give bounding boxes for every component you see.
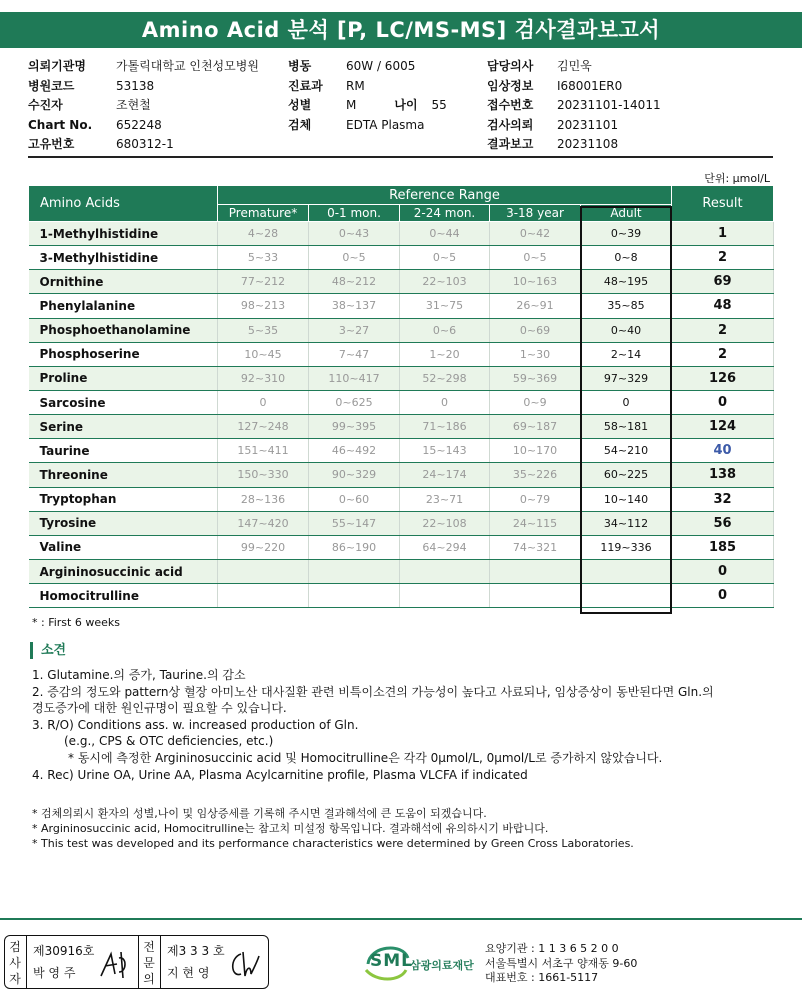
- unit-label: 단위: μmol/L: [704, 172, 770, 185]
- amino-acid-name: Sarcosine: [29, 390, 218, 414]
- reference-range-cell: [309, 559, 400, 583]
- reference-range-cell: 99~220: [218, 535, 309, 559]
- reference-range-cell: 147~420: [218, 511, 309, 535]
- result-value: 69: [672, 270, 774, 294]
- finding-line: 경도증가에 대한 원인규명이 필요할 수 있습니다.: [32, 701, 287, 716]
- info-column-3: [487, 57, 661, 155]
- amino-acid-name: Valine: [29, 535, 218, 559]
- subheader-3-18-year: 3-18 year: [490, 205, 581, 222]
- info-patient: 수진자 조현철: [28, 98, 151, 113]
- age-label: 나이: [394, 98, 418, 113]
- info-report-date: 결과보고 20231108: [487, 137, 619, 152]
- reference-range-cell: 0~44: [400, 222, 490, 246]
- table-row: [29, 366, 774, 390]
- org-code: 요양기관 : 1 1 3 6 5 2 0 0: [485, 942, 619, 955]
- table-row: [29, 487, 774, 511]
- reference-range-cell: 1~20: [400, 342, 490, 366]
- table-footnote: * : First 6 weeks: [32, 616, 120, 629]
- result-value: 48: [672, 294, 774, 318]
- reference-range-cell: [218, 559, 309, 583]
- table-row: [29, 318, 774, 342]
- amino-acid-name: 1-Methylhistidine: [29, 222, 218, 246]
- amino-acid-name: 3-Methylhistidine: [29, 246, 218, 270]
- result-value: 2: [672, 246, 774, 270]
- amino-acid-name: Taurine: [29, 439, 218, 463]
- sml-logo-text: SML: [370, 951, 413, 971]
- result-value: 32: [672, 487, 774, 511]
- table-row: [29, 559, 774, 583]
- info-receipt-no: 접수번호 20231101-14011: [487, 98, 661, 113]
- reference-range-cell: 4~28: [218, 222, 309, 246]
- table-row: [29, 390, 774, 414]
- specialist-license-no: 제3 3 3 호: [167, 944, 225, 958]
- result-value: 138: [672, 463, 774, 487]
- result-value: 2: [672, 342, 774, 366]
- reference-range-cell: 22~103: [400, 270, 490, 294]
- reference-range-cell: 90~329: [309, 463, 400, 487]
- reference-range-cell: 31~75: [400, 294, 490, 318]
- table-row: [29, 342, 774, 366]
- result-value: 126: [672, 366, 774, 390]
- adult-range: 97~329: [581, 366, 672, 390]
- amino-acid-name: Serine: [29, 415, 218, 439]
- result-value: 124: [672, 415, 774, 439]
- reference-range-cell: 0~60: [309, 487, 400, 511]
- subheader-premature: Premature*: [218, 205, 309, 222]
- header-reference-range: Reference Range: [218, 186, 672, 205]
- reference-range-cell: 69~187: [490, 415, 581, 439]
- reference-range-cell: 5~35: [218, 318, 309, 342]
- table-row: [29, 294, 774, 318]
- header-amino-acids: Amino Acids: [29, 186, 218, 222]
- info-request-date: 검사의뢰 20231101: [487, 117, 619, 132]
- table-row: [29, 463, 774, 487]
- findings-text: [32, 667, 714, 783]
- reference-range-cell: 86~190: [309, 535, 400, 559]
- sig-divider: [138, 936, 139, 988]
- finding-line: (e.g., CPS & OTC deficiencies, etc.): [64, 734, 274, 749]
- adult-range: 0: [581, 390, 672, 414]
- reference-range-cell: 0~5: [309, 246, 400, 270]
- reference-range-cell: [490, 584, 581, 608]
- adult-range: 54~210: [581, 439, 672, 463]
- reference-range-cell: 28~136: [218, 487, 309, 511]
- reference-range-cell: 0: [218, 390, 309, 414]
- reference-range-cell: 59~369: [490, 366, 581, 390]
- reference-range-cell: 0~5: [490, 246, 581, 270]
- amino-acid-name: Threonine: [29, 463, 218, 487]
- reference-range-cell: 48~212: [309, 270, 400, 294]
- footer-divider: [0, 918, 802, 920]
- reference-range-cell: [490, 559, 581, 583]
- info-sex-age: 성별 M 나이 55: [288, 96, 447, 116]
- adult-range: 10~140: [581, 487, 672, 511]
- info-ward: 병동 60W / 6005: [288, 59, 416, 73]
- reference-range-cell: 38~137: [309, 294, 400, 318]
- org-contact: [485, 942, 637, 986]
- reference-range-cell: 0~6: [400, 318, 490, 342]
- divider: [28, 156, 773, 158]
- findings-title: 소견: [30, 642, 66, 659]
- result-value: 0: [672, 559, 774, 583]
- adult-range: 48~195: [581, 270, 672, 294]
- finding-line: 4. Rec) Urine OA, Urine AA, Plasma Acylcarnitine profile, Plasma VLCFA if indicated: [32, 767, 528, 782]
- reference-range-cell: 15~143: [400, 439, 490, 463]
- reference-range-cell: 10~45: [218, 342, 309, 366]
- amino-acid-name: Ornithine: [29, 270, 218, 294]
- note-line: * 검체의뢰시 환자의 성별,나이 및 임상증세를 기록해 주시면 결과해석에 큰 도움이 되겠습니다.: [32, 807, 487, 820]
- finding-line: * 동시에 측정한 Argininosuccinic acid 및 Homocitrulline은 각각 0μmol/L, 0μmol/L로 증가하지 않았습니다.: [68, 750, 663, 765]
- result-value: 56: [672, 511, 774, 535]
- reference-range-cell: 0~625: [309, 390, 400, 414]
- finding-line: 3. R/O) Conditions ass. w. increased production of Gln.: [32, 717, 359, 732]
- reference-range-cell: 22~108: [400, 511, 490, 535]
- reference-range-cell: 24~174: [400, 463, 490, 487]
- reference-range-cell: 55~147: [309, 511, 400, 535]
- info-hospital: 의뢰기관명 가톨릭대학교 인천성모병원: [28, 59, 259, 73]
- result-value: 2: [672, 318, 774, 342]
- reference-range-cell: [309, 584, 400, 608]
- adult-range: [581, 559, 672, 583]
- reference-range-cell: 0: [400, 390, 490, 414]
- subheader-2-24-mon: 2-24 mon.: [400, 205, 490, 222]
- specialist-name: 지 현 영: [167, 966, 210, 980]
- table-row: [29, 222, 774, 246]
- finding-line: 1. Glutamine.의 증가, Taurine.의 감소: [32, 668, 246, 682]
- reference-range-cell: 10~170: [490, 439, 581, 463]
- reference-range-cell: 23~71: [400, 487, 490, 511]
- reference-range-cell: [400, 559, 490, 583]
- sig-divider: [160, 936, 161, 988]
- result-value: 185: [672, 535, 774, 559]
- adult-range: 2~14: [581, 342, 672, 366]
- amino-acid-name: Phosphoserine: [29, 342, 218, 366]
- info-specimen: 검체 EDTA Plasma: [288, 117, 425, 132]
- table-row: [29, 439, 774, 463]
- amino-acid-name: Proline: [29, 366, 218, 390]
- info-hospital-code: 병원코드 53138: [28, 78, 155, 93]
- amino-acid-name: Tryptophan: [29, 487, 218, 511]
- reference-range-cell: 52~298: [400, 366, 490, 390]
- finding-line: 2. 증감의 정도와 pattern상 혈장 아미노산 대사질환 관련 비특이소견의 가능성이 높다고 사료되나, 임상증상이 동반된다면 Gln.의: [32, 684, 714, 699]
- amino-acid-name: Argininosuccinic acid: [29, 559, 218, 583]
- reference-range-cell: [400, 584, 490, 608]
- adult-range: 0~39: [581, 222, 672, 246]
- amino-acid-name: Phenylalanine: [29, 294, 218, 318]
- table-row: [29, 246, 774, 270]
- adult-range: 0~8: [581, 246, 672, 270]
- reference-range-cell: 0~5: [400, 246, 490, 270]
- adult-range: 34~112: [581, 511, 672, 535]
- info-clinical: 임상정보 I68001ER0: [487, 78, 623, 93]
- info-department: 진료과 RM: [288, 78, 365, 93]
- reference-range-cell: 1~30: [490, 342, 581, 366]
- age-value: 55: [431, 98, 447, 113]
- org-phone: 대표번호 : 1661-5117: [485, 971, 599, 984]
- report-notes: [32, 807, 634, 851]
- adult-range: 58~181: [581, 415, 672, 439]
- reference-range-cell: 0~43: [309, 222, 400, 246]
- reference-range-cell: 127~248: [218, 415, 309, 439]
- table-row: [29, 535, 774, 559]
- reference-range-cell: 150~330: [218, 463, 309, 487]
- adult-range: 0~40: [581, 318, 672, 342]
- signature-box: [4, 935, 269, 989]
- info-column-1: [28, 57, 259, 155]
- reference-range-cell: 0~79: [490, 487, 581, 511]
- report-title: Amino Acid 분석 [P, LC/MS-MS] 검사결과보고서: [0, 12, 802, 48]
- table-row: [29, 511, 774, 535]
- reference-range-cell: 35~226: [490, 463, 581, 487]
- result-value: 0: [672, 584, 774, 608]
- adult-range: [581, 584, 672, 608]
- reference-range-cell: 92~310: [218, 366, 309, 390]
- result-value: 0: [672, 390, 774, 414]
- amino-acid-name: Homocitrulline: [29, 584, 218, 608]
- sig-divider: [26, 936, 27, 988]
- info-unique-no: 고유번호 680312-1: [28, 137, 174, 152]
- reference-range-cell: 71~186: [400, 415, 490, 439]
- tester-vertical-label: 검 사 자: [9, 940, 21, 986]
- reference-range-cell: 5~33: [218, 246, 309, 270]
- info-column-2: [288, 57, 447, 135]
- info-doctor: 담당의사 김민욱: [487, 59, 592, 73]
- tester-signature-icon: [97, 948, 133, 982]
- reference-range-cell: 77~212: [218, 270, 309, 294]
- reference-range-cell: 98~213: [218, 294, 309, 318]
- subheader-adult: Adult: [581, 205, 672, 222]
- header-result: Result: [672, 186, 774, 222]
- note-line: * This test was developed and its performance characteristics were determined by Green Cross Laboratories.: [32, 836, 634, 850]
- reference-range-cell: 24~115: [490, 511, 581, 535]
- reference-range-cell: 0~69: [490, 318, 581, 342]
- tester-name: 박 영 주: [33, 966, 76, 980]
- reference-range-cell: 99~395: [309, 415, 400, 439]
- subheader-0-1-mon: 0-1 mon.: [309, 205, 400, 222]
- reference-range-cell: 46~492: [309, 439, 400, 463]
- org-address: 서울특별시 서초구 양재동 9-60: [485, 956, 638, 970]
- adult-range: 60~225: [581, 463, 672, 487]
- table-row: [29, 415, 774, 439]
- specialist-vertical-label: 전 문 의: [143, 940, 155, 986]
- reference-range-cell: 0~42: [490, 222, 581, 246]
- reference-range-cell: 110~417: [309, 366, 400, 390]
- tester-license-no: 제30916호: [33, 944, 95, 958]
- info-chart-no: Chart No. 652248: [28, 117, 162, 132]
- reference-range-cell: 151~411: [218, 439, 309, 463]
- reference-range-cell: 7~47: [309, 342, 400, 366]
- note-line: * Argininosuccinic acid, Homocitrulline는 참고치 미설정 항목입니다. 결과해석에 유의하시기 바랍니다.: [32, 821, 549, 835]
- reference-range-cell: 64~294: [400, 535, 490, 559]
- result-value: 1: [672, 222, 774, 246]
- adult-range: 119~336: [581, 535, 672, 559]
- reference-range-cell: [218, 584, 309, 608]
- amino-acid-name: Phosphoethanolamine: [29, 318, 218, 342]
- reference-range-cell: 26~91: [490, 294, 581, 318]
- reference-range-cell: 3~27: [309, 318, 400, 342]
- table-row: [29, 270, 774, 294]
- table-row: [29, 584, 774, 608]
- adult-range: 35~85: [581, 294, 672, 318]
- specialist-signature-icon: [227, 948, 263, 982]
- result-value: 40: [672, 439, 774, 463]
- reference-range-cell: 10~163: [490, 270, 581, 294]
- foundation-name: 삼광의료재단: [410, 959, 474, 972]
- reference-range-cell: 74~321: [490, 535, 581, 559]
- amino-acid-table: [28, 185, 774, 608]
- amino-acid-name: Tyrosine: [29, 511, 218, 535]
- reference-range-cell: 0~9: [490, 390, 581, 414]
